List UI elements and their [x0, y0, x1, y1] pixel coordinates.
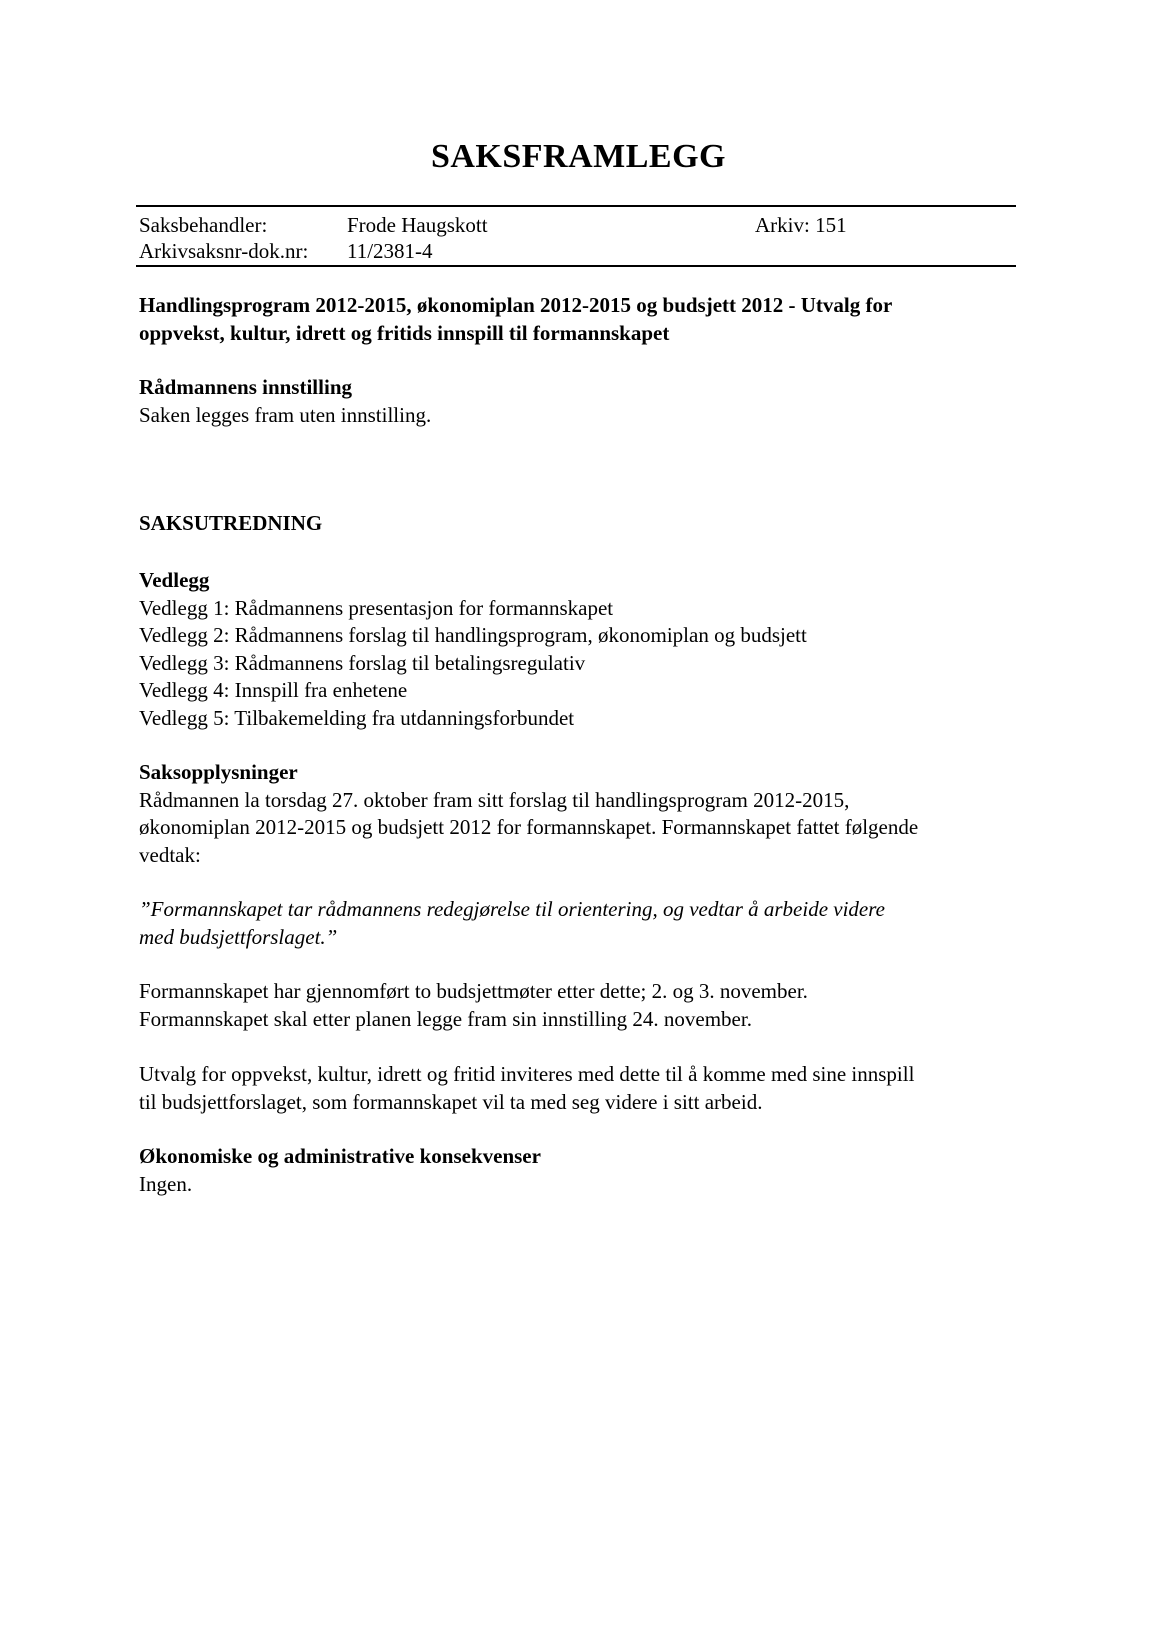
paragraph-line: Rådmannen la torsdag 27. oktober fram sitt forslag til handlingsprogram 2012-2015, — [139, 787, 850, 812]
quote-line: med budsjettforslaget.” — [139, 924, 338, 949]
paragraph-line: Formannskapet har gjennomført to budsjettmøter etter dette; 2. og 3. november. — [139, 979, 808, 1003]
vedtak-quote — [139, 896, 1019, 951]
konsekvenser-text: Ingen. — [139, 1171, 193, 1196]
saksbehandler-label: Saksbehandler: — [139, 213, 268, 237]
arkivsaksnr-label: Arkivsaksnr-dok.nr: — [139, 239, 309, 263]
vedlegg-item: Vedlegg 3: Rådmannens forslag til betalingsregulativ — [139, 650, 586, 675]
saksbehandler-value: Frode Haugskott — [347, 213, 488, 237]
subject-line: oppvekst, kultur, idrett og fritids innspill til formannskapet — [139, 320, 670, 345]
arkivsaksnr-value: 11/2381-4 — [347, 239, 433, 263]
recommendation-section — [139, 374, 1019, 429]
vedlegg-item: Vedlegg 4: Innspill fra enhetene — [139, 678, 408, 702]
konsekvenser-section — [139, 1143, 1019, 1198]
saksutredning-section — [139, 510, 1019, 538]
header-bottom-rule — [136, 265, 1016, 267]
recommendation-heading: Rådmannens innstilling — [139, 375, 352, 399]
saksutredning-heading: SAKSUTREDNING — [139, 511, 323, 535]
vedlegg-section — [139, 567, 1019, 732]
paragraph-line: til budsjettforslaget, som formannskapet vil ta med seg videre i sitt arbeid. — [139, 1089, 763, 1114]
arkiv-value: Arkiv: 151 — [755, 213, 847, 237]
saksopplysninger-section — [139, 759, 1019, 869]
recommendation-text: Saken legges fram uten innstilling. — [139, 402, 432, 427]
saksopplysninger-heading: Saksopplysninger — [139, 760, 298, 784]
subject-line: Handlingsprogram 2012-2015, økonomiplan 2012-2015 og budsjett 2012 - Utvalg for — [139, 293, 893, 317]
vedlegg-item: Vedlegg 1: Rådmannens presentasjon for formannskapet — [139, 595, 614, 620]
meta-row-saksbehandler — [139, 212, 939, 238]
paragraph-line: vedtak: — [139, 842, 201, 867]
subject-heading — [139, 292, 1019, 347]
quote-line: ”Formannskapet tar rådmannens redegjørelse til orientering, og vedtar å arbeide videre — [139, 897, 885, 921]
paragraph-line: Utvalg for oppvekst, kultur, idrett og fritid inviteres med dette til å komme med sine innspill — [139, 1062, 915, 1086]
header-top-rule — [136, 205, 1016, 207]
paragraph-budsjettmoter — [139, 978, 1019, 1033]
vedlegg-item: Vedlegg 5: Tilbakemelding fra utdanningsforbundet — [139, 705, 575, 730]
konsekvenser-heading: Økonomiske og administrative konsekvenser — [139, 1144, 541, 1168]
paragraph-line: økonomiplan 2012-2015 og budsjett 2012 for formannskapet. Formannskapet fattet følgende — [139, 815, 919, 839]
vedlegg-heading: Vedlegg — [139, 568, 210, 592]
paragraph-line: Formannskapet skal etter planen legge fram sin innstilling 24. november. — [139, 1006, 752, 1031]
paragraph-utvalg — [139, 1061, 1019, 1116]
meta-row-arkivsaksnr — [139, 238, 939, 264]
vedlegg-item: Vedlegg 2: Rådmannens forslag til handlingsprogram, økonomiplan og budsjett — [139, 623, 807, 647]
document-title: SAKSFRAMLEGG — [430, 138, 727, 175]
